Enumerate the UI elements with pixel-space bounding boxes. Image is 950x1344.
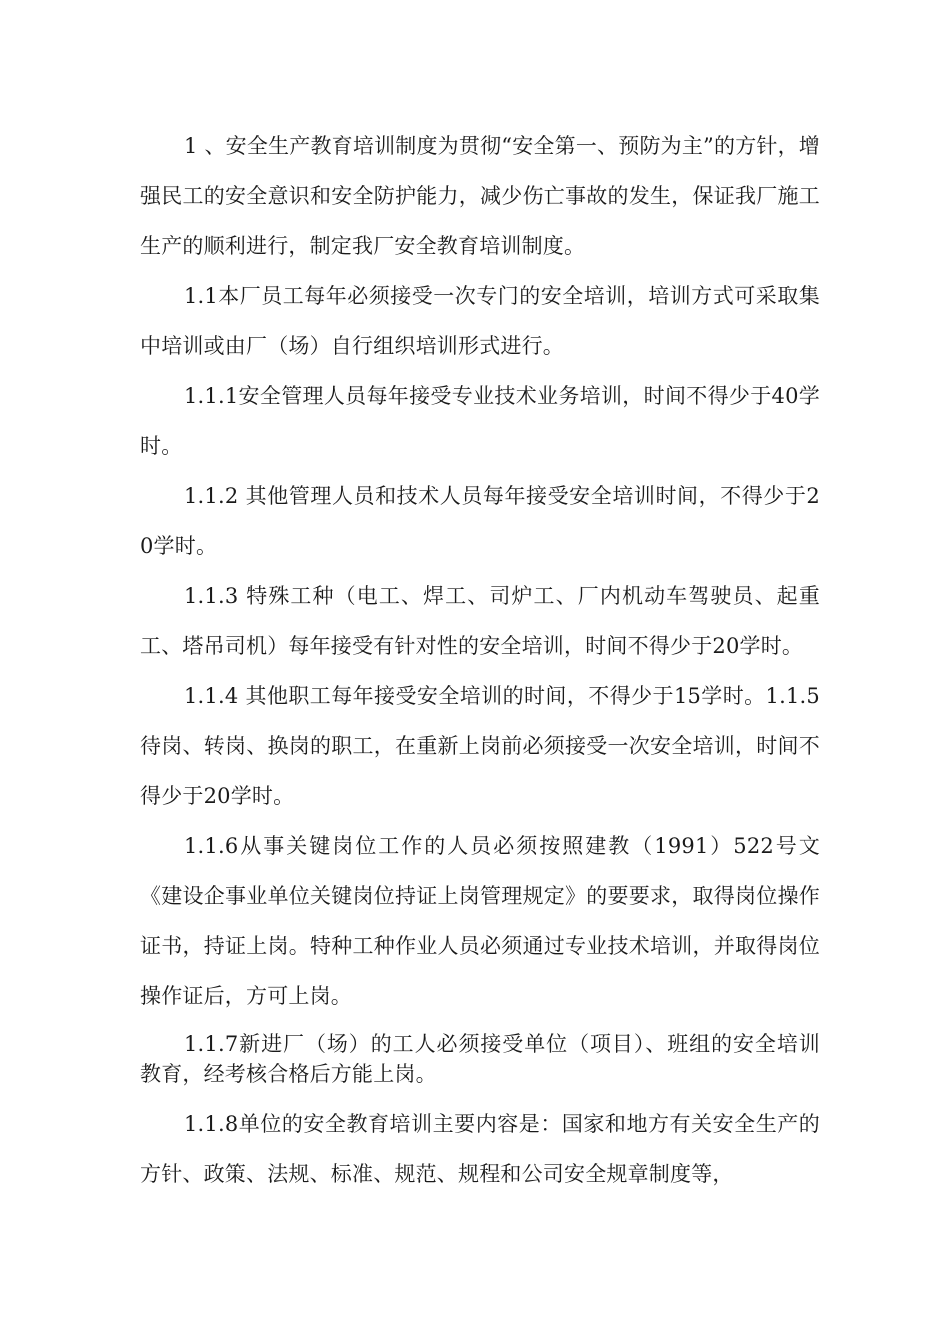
paragraph-1-1-6: 1.1.6从事关键岗位工作的人员必须按照建教（1991）522号文《建设企事业单位关键岗位持证上岗管理规定》的要要求，取得岗位操作证书，持证上岗。特种工种作业人员必须通过专业技术培训，并取得岗位操作证后，方可上岗。 bbox=[140, 834, 820, 1008]
paragraph-1-1-3: 1.1.3 特殊工种（电工、焊工、司炉工、厂内机动车驾驶员、起重工、塔吊司机）每年接受有针对性的安全培训，时间不得少于20学时。 bbox=[140, 584, 820, 658]
paragraph-1-1-2: 1.1.2 其他管理人员和技术人员每年接受安全培训时间，不得少于20学时。 bbox=[140, 484, 820, 558]
paragraph-1: 1 、安全生产教育培训制度为贯彻“安全第一、预防为主”的方针，增强民工的安全意识和安全防护能力，减少伤亡事故的发生，保证我厂施工生产的顺利进行，制定我厂安全教育培训制度。 bbox=[140, 134, 820, 258]
paragraph-1-1: 1.1本厂员工每年必须接受一次专门的安全培训，培训方式可采取集中培训或由厂（场）自行组织培训形式进行。 bbox=[140, 284, 820, 358]
document-body bbox=[140, 121, 820, 1199]
paragraph-1-1-4: 1.1.4 其他职工每年接受安全培训的时间，不得少于15学时。1.1.5待岗、转岗、换岗的职工，在重新上岗前必须接受一次安全培训，时间不得少于20学时。 bbox=[140, 684, 820, 808]
paragraph-1-1-7: 1.1.7新进厂（场）的工人必须接受单位（项目）、班组的安全培训教育，经考核合格后方能上岗。 bbox=[140, 1032, 820, 1086]
paragraph-1-1-8: 1.1.8单位的安全教育培训主要内容是：国家和地方有关安全生产的方针、政策、法规、标准、规范、规程和公司安全规章制度等， bbox=[140, 1112, 820, 1186]
paragraph-1-1-1: 1.1.1安全管理人员每年接受专业技术业务培训，时间不得少于40学时。 bbox=[140, 384, 820, 458]
